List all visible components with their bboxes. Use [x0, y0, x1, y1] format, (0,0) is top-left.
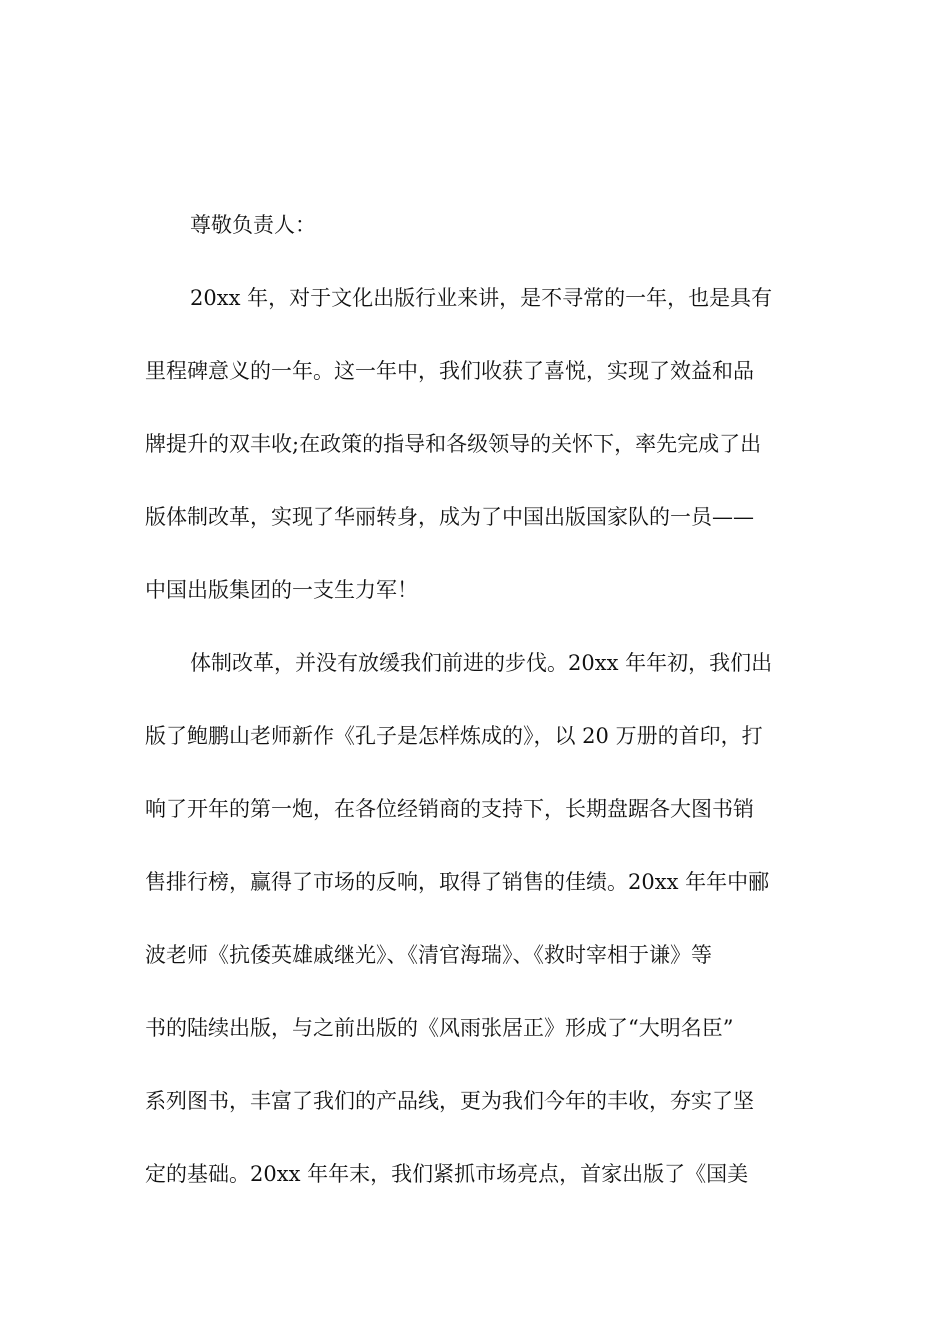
letter-body — [145, 204, 815, 1226]
paragraph-2-line-7: 系列图书，丰富了我们的产品线，更为我们今年的丰收，夯实了坚 — [145, 1089, 754, 1113]
paragraph-1-line-5: 中国出版集团的一支生力军！ — [145, 578, 418, 602]
paragraph-2-line-3: 响了开年的第一炮，在各位经销商的支持下，长期盘踞各大图书销 — [145, 797, 754, 821]
paragraph-1-line-1: 20xx 年，对于文化出版行业来讲，是不寻常的一年，也是具有 — [190, 286, 773, 310]
paragraph-1-line-2: 里程碑意义的一年。这一年中，我们收获了喜悦，实现了效益和品 — [145, 359, 754, 383]
paragraph-2-line-2: 版了鲍鹏山老师新作《孔子是怎样炼成的》，以 20 万册的首印，打 — [145, 724, 763, 748]
paragraph-1-line-3: 牌提升的双丰收;在政策的指导和各级领导的关怀下，率先完成了出 — [145, 432, 762, 456]
paragraph-2-line-1: 体制改革，并没有放缓我们前进的步伐。20xx 年年初，我们出 — [190, 651, 773, 675]
paragraph-2-line-6: 书的陆续出版，与之前出版的《风雨张居正》形成了“大明名臣” — [145, 1016, 734, 1040]
paragraph-2-line-8: 定的基础。20xx 年年末，我们紧抓市场亮点，首家出版了《国美 — [145, 1162, 749, 1186]
paragraph-1-line-4: 版体制改革，实现了华丽转身，成为了中国出版国家队的一员—— — [145, 505, 754, 529]
paragraph-2-line-4: 售排行榜，赢得了市场的反响，取得了销售的佳绩。20xx 年年中郦 — [145, 870, 770, 894]
paragraph-2-line-5: 波老师《抗倭英雄戚继光》、《清官海瑞》、《救时宰相于谦》等 — [145, 943, 712, 967]
salutation: 尊敬负责人： — [190, 213, 316, 237]
